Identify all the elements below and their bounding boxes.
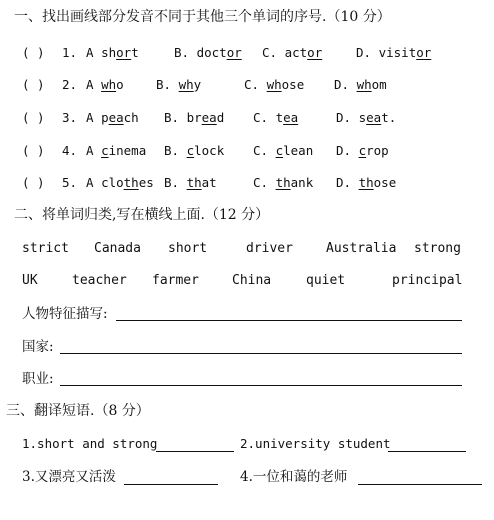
word-part: visit [378, 45, 417, 60]
word-part: om [371, 77, 387, 92]
category-label-countries: 国家: [22, 339, 54, 355]
phrase-2: 2.university student [240, 436, 391, 451]
word-part: clo [101, 175, 124, 190]
underlined-sound: wh [178, 77, 194, 92]
word-bank-item: farmer [152, 273, 199, 288]
option-label: A [86, 77, 94, 92]
option-c [253, 142, 313, 160]
phrase-1: 1.short and strong [22, 436, 158, 451]
word-part: lock [194, 143, 225, 158]
option-b [156, 76, 201, 94]
answer-bracket[interactable]: ( ) [22, 110, 45, 125]
word-bank-item: short [168, 241, 208, 256]
word-part: act [284, 45, 308, 60]
word-bank-item: driver [246, 241, 293, 256]
answer-line-countries[interactable] [60, 353, 462, 354]
underlined-sound: th [358, 175, 374, 190]
underlined-sound: wh [101, 77, 117, 92]
option-b [164, 174, 217, 192]
option-d [356, 44, 431, 62]
option-a [86, 109, 139, 127]
word-part: br [186, 110, 202, 125]
word-bank-item: strong [414, 241, 461, 256]
word-part: lean [283, 143, 314, 158]
underlined-sound: ea [366, 110, 382, 125]
section-3-title: 三、翻译短语.（8 分） [6, 403, 150, 419]
answer-line-phrase-1[interactable] [156, 451, 234, 452]
answer-bracket[interactable]: ( ) [22, 175, 45, 190]
question-number: 5. [62, 175, 78, 190]
word-part: y [193, 77, 202, 92]
option-label: C. [253, 143, 269, 158]
option-a [86, 142, 146, 160]
underlined-sound: ea [201, 110, 217, 125]
word-part: p [101, 110, 109, 125]
underlined-sound: c [101, 143, 109, 158]
option-label: D. [336, 110, 352, 125]
word-part: ch [123, 110, 139, 125]
option-label: A [86, 110, 94, 125]
option-label: C. [253, 175, 269, 190]
answer-line-jobs[interactable] [60, 385, 462, 386]
word-part: ose [281, 77, 305, 92]
word-part: t [131, 45, 139, 60]
answer-bracket[interactable]: ( ) [22, 143, 45, 158]
word-part: at [201, 175, 217, 190]
option-label: A [86, 175, 94, 190]
category-label-traits: 人物特征描写: [22, 306, 108, 322]
section-1-title: 一、找出画线部分发音不同于其他三个单词的序号.（10 分） [14, 9, 391, 25]
underlined-sound: th [275, 175, 291, 190]
option-b [164, 109, 224, 127]
underlined-sound: th [186, 175, 202, 190]
word-part: rop [366, 143, 389, 158]
answer-bracket[interactable]: ( ) [22, 45, 45, 60]
option-label: D. [356, 45, 372, 60]
answer-bracket[interactable]: ( ) [22, 77, 45, 92]
underlined-sound: wh [266, 77, 282, 92]
underlined-sound: ea [108, 110, 124, 125]
option-label: D. [334, 77, 350, 92]
word-part: o [116, 77, 124, 92]
category-label-jobs: 职业: [22, 371, 54, 387]
option-d [336, 109, 396, 127]
word-part: sh [101, 45, 117, 60]
underlined-sound: ea [283, 110, 299, 125]
word-bank-item: Canada [94, 241, 141, 256]
option-d [336, 142, 389, 160]
word-part: s [358, 110, 367, 125]
option-label: C. [262, 45, 278, 60]
underlined-sound: c [358, 143, 367, 158]
option-a [86, 76, 124, 94]
word-part: doct [196, 45, 227, 60]
answer-line-traits[interactable] [116, 320, 462, 321]
word-bank-item: China [232, 273, 272, 288]
option-label: B. [164, 175, 180, 190]
underlined-sound: or [116, 45, 132, 60]
answer-line-phrase-4[interactable] [358, 484, 482, 485]
option-label: D. [336, 175, 352, 190]
option-a [86, 44, 139, 62]
question-number: 4. [62, 143, 78, 158]
underlined-sound: or [416, 45, 432, 60]
answer-line-phrase-3[interactable] [124, 484, 218, 485]
word-part: d [216, 110, 225, 125]
option-label: C. [244, 77, 260, 92]
word-bank-item: strict [22, 241, 69, 256]
option-label: B. [164, 143, 180, 158]
option-label: A [86, 45, 94, 60]
option-label: B. [156, 77, 172, 92]
option-label: B. [164, 110, 180, 125]
underlined-sound: or [226, 45, 242, 60]
option-c [262, 44, 322, 62]
underlined-sound: wh [356, 77, 372, 92]
word-bank-item: Australia [326, 241, 397, 256]
word-part: ank [290, 175, 314, 190]
word-bank-item: UK [22, 273, 38, 288]
option-label: B. [174, 45, 190, 60]
word-part: inema [108, 143, 147, 158]
option-b [174, 44, 242, 62]
option-c [253, 109, 298, 127]
option-d [336, 174, 396, 192]
answer-line-phrase-2[interactable] [388, 451, 466, 452]
word-bank-item: teacher [72, 273, 127, 288]
question-number: 2. [62, 77, 78, 92]
option-label: C. [253, 110, 269, 125]
word-part: ose [373, 175, 397, 190]
option-c [253, 174, 313, 192]
underlined-sound: or [307, 45, 323, 60]
underlined-sound: c [186, 143, 195, 158]
question-number: 1. [62, 45, 78, 60]
word-bank-item: principal [392, 273, 463, 288]
option-label: D. [336, 143, 352, 158]
word-bank-item: quiet [306, 273, 346, 288]
section-2-title: 二、将单词归类,写在横线上面.（12 分） [14, 207, 270, 223]
underlined-sound: th [123, 175, 139, 190]
option-label: A [86, 143, 94, 158]
option-a [86, 174, 154, 192]
underlined-sound: c [275, 143, 284, 158]
word-part: t. [381, 110, 397, 125]
option-d [334, 76, 387, 94]
option-b [164, 142, 224, 160]
phrase-3: 3.又漂亮又活泼 [22, 469, 116, 485]
option-c [244, 76, 304, 94]
word-part: es [138, 175, 154, 190]
word-part: t [275, 110, 284, 125]
question-number: 3. [62, 110, 78, 125]
phrase-4: 4.一位和蔼的老师 [240, 469, 348, 485]
